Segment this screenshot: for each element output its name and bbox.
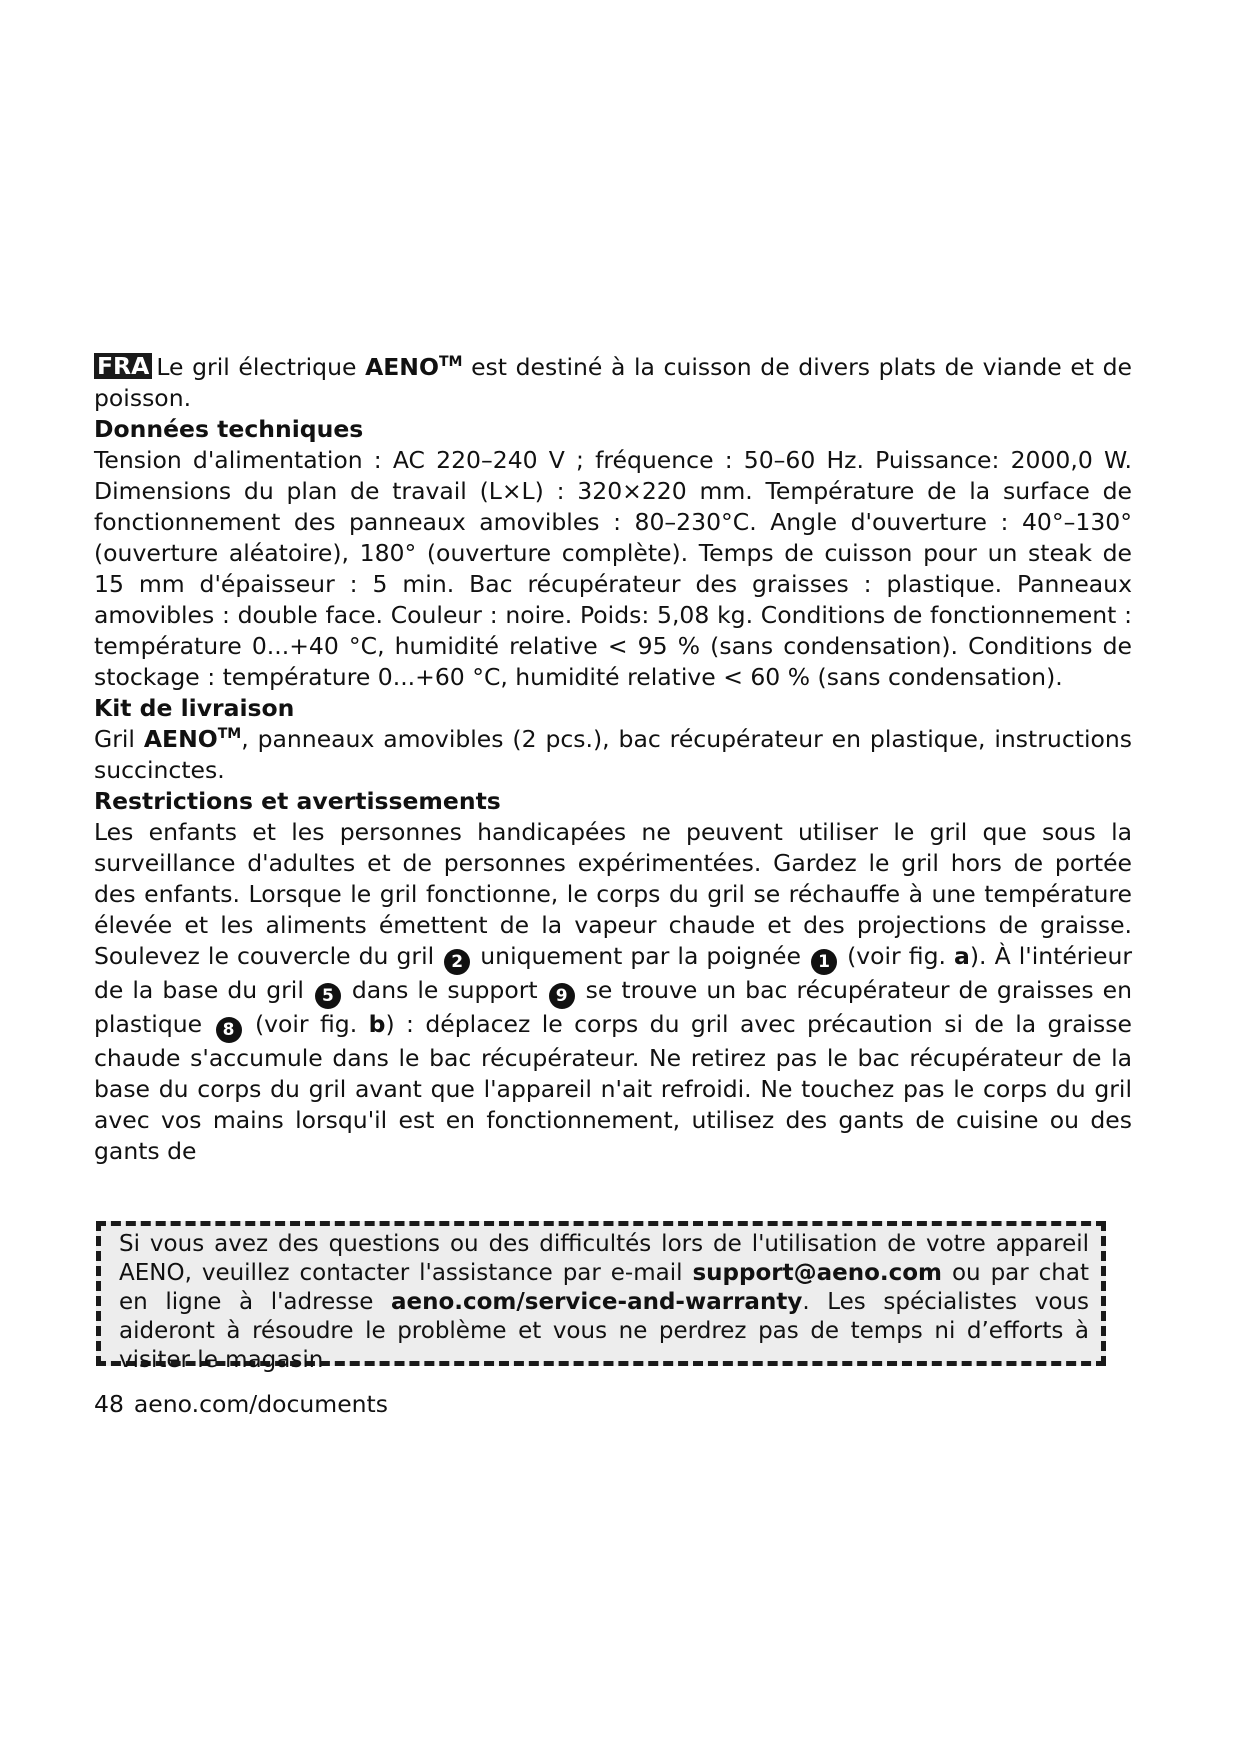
- kit-trademark-sup: TM: [217, 726, 242, 743]
- callout-number-1: 1: [811, 949, 837, 975]
- footer-site-link[interactable]: aeno.com/documents: [133, 1390, 389, 1418]
- kit-brand: AENO: [143, 725, 218, 753]
- kit-body: [94, 724, 1132, 786]
- restrictions-heading: Restrictions et avertissements: [94, 787, 501, 815]
- kit-heading: Kit de livraison: [94, 694, 295, 722]
- intro-paragraph: [94, 352, 1132, 414]
- support-notice-box: [96, 1221, 1106, 1373]
- callout-number-5: 5: [315, 983, 341, 1009]
- intro-text-after: est destiné à la cuisson de divers plats de viande et de poisson.: [94, 353, 1132, 412]
- intro-text-before: Le gril électrique: [156, 353, 366, 381]
- restrictions-text-7: (voir fig.: [243, 1010, 369, 1038]
- trademark-sup: TM: [438, 354, 463, 371]
- notice-text-2: ou par chat en ligne à l'adresse: [119, 1260, 1089, 1315]
- kit-suffix: , panneaux amovibles (2 pcs.), bac récupérateur en plastique, instructions succinctes.: [94, 725, 1133, 784]
- page-content: [94, 352, 1132, 1167]
- notice-text-1: Si vous avez des questions ou des difficultés lors de l'utilisation de votre appareil AENO, veuillez contacter l'assistance par e-mail: [119, 1231, 1089, 1286]
- notice-text-3: . Les spécialistes vous aideront à résoudre le problème et vous ne perdrez pas de temps ni d’efforts à visiter le magasin: [119, 1289, 1089, 1373]
- support-email-link[interactable]: support@aeno.com: [692, 1260, 943, 1286]
- restrictions-text-2: uniquement par la poignée: [472, 942, 810, 970]
- restrictions-text-4: ). À l'intérieur de la base du gril: [94, 942, 1133, 1004]
- restrictions-text-6: se trouve un bac récupérateur de graisses en plastique: [94, 976, 1133, 1038]
- brand-name: AENO: [365, 353, 439, 381]
- language-badge: FRA: [94, 353, 152, 379]
- callout-number-8: 8: [216, 1017, 242, 1043]
- restrictions-text-3: (voir fig.: [839, 942, 955, 970]
- service-warranty-link[interactable]: aeno.com/service-and-warranty: [390, 1289, 803, 1315]
- page-number: 48: [94, 1390, 124, 1418]
- kit-prefix: Gril: [94, 725, 144, 753]
- restrictions-body: [94, 817, 1132, 1167]
- callout-number-9: 9: [549, 983, 575, 1009]
- restrictions-text-8: ) : déplacez le corps du gril avec précaution si de la graisse chaude s'accumule dans le bac récupérateur. Ne retirez pas le bac récupérateur de la base du corps du gril avant que l'appareil n'ait refroidi. Ne touchez pas le corps du gril avec vos mains lorsqu'il est en fonctionnement, utilisez des gants de cuisine ou des gants de: [94, 1010, 1133, 1165]
- technical-heading: Données techniques: [94, 415, 364, 443]
- technical-body: Tension d'alimentation : AC 220–240 V ; fréquence : 50–60 Hz. Puissance: 2000,0 W. Dimensions du plan de travail (L×L) : 320×220 mm. Température de la surface de fonctionnement des panneaux amovibles : 80–230°C. Angle d'ouverture : 40°–130° (ouverture aléatoire), 180° (ouverture complète). Temps de cuisson pour un steak de 15 mm d'épaisseur : 5 min. Bac récupérateur des graisses : plastique. Panneaux amovibles : double face. Couleur : noire. Poids: 5,08 kg. Conditions de fonctionnement : température 0...+40 °C, humidité relative < 95 % (sans condensation). Conditions de stockage : température 0...+60 °C, humidité relative < 60 % (sans condensation).: [94, 446, 1132, 691]
- page-footer: [94, 1390, 388, 1418]
- callout-number-2: 2: [444, 949, 470, 975]
- figure-ref-a: a: [954, 942, 970, 970]
- restrictions-text-5: dans le support: [342, 976, 547, 1004]
- figure-ref-b: b: [368, 1010, 386, 1038]
- restrictions-text-1: Les enfants et les personnes handicapées ne peuvent utiliser le gril que sous la surveillance d'adultes et de personnes expérimentées. Gardez le gril hors de portée des enfants. Lorsque le gril fonctionne, le corps du gril se réchauffe à une température élevée et les aliments émettent de la vapeur chaude et des projections de graisse. Soulevez le couvercle du gril: [94, 818, 1132, 970]
